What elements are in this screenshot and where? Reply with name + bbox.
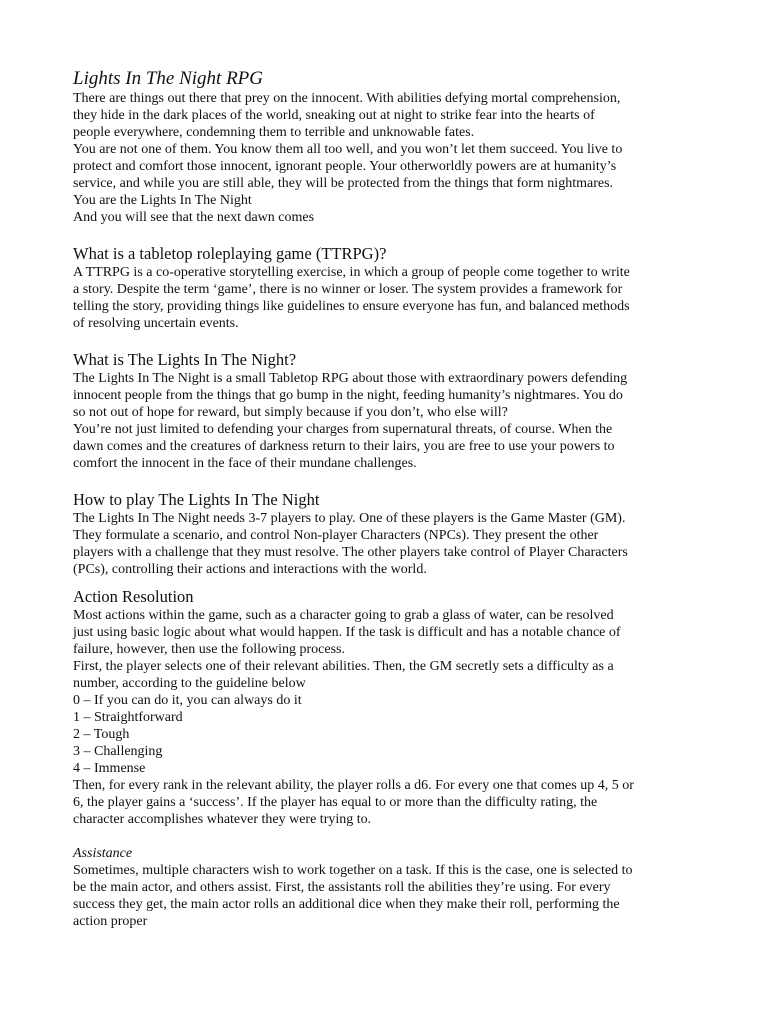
text-line: protect and comfort those innocent, ignorant people. Your otherworldly powers are at humanity’s bbox=[73, 159, 617, 174]
difficulty-item: 0 – If you can do it, you can always do it bbox=[73, 693, 302, 708]
text-line: (PCs), controlling their actions and interactions with the world. bbox=[73, 562, 427, 577]
section-body-assistance bbox=[73, 862, 708, 930]
text-line: success they get, the main actor rolls an additional dice when they make their roll, performing the bbox=[73, 897, 620, 912]
text-line: The Lights In The Night is a small Tabletop RPG about those with extraordinary powers defending bbox=[73, 371, 628, 386]
section-heading-assistance: Assistance bbox=[73, 846, 133, 861]
text-line: First, the player selects one of their relevant abilities. Then, the GM secretly sets a difficulty as a bbox=[73, 659, 614, 674]
text-line: service, and while you are still able, they will be protected from the things that form nightmares. bbox=[73, 176, 614, 191]
text-line: players with a challenge that they must resolve. The other players take control of Player Characters bbox=[73, 545, 628, 560]
intro-paragraph bbox=[73, 90, 708, 226]
section-body-about bbox=[73, 370, 708, 472]
text-line: Sometimes, multiple characters wish to work together on a task. If this is the case, one is selected to bbox=[73, 863, 633, 878]
text-line: And you will see that the next dawn comes bbox=[73, 210, 315, 225]
document-title: Lights In The Night RPG bbox=[73, 68, 264, 89]
difficulty-item: 1 – Straightforward bbox=[73, 710, 183, 725]
section-body-ttrpg bbox=[73, 264, 708, 332]
section-heading-action: Action Resolution bbox=[73, 587, 194, 606]
text-line: character accomplishes whatever they were trying to. bbox=[73, 812, 372, 827]
text-line: innocent people from the things that go bump in the night, feeding humanity’s nightmares. You do bbox=[73, 388, 623, 403]
text-line: Most actions within the game, such as a character going to grab a glass of water, can be resolved bbox=[73, 608, 614, 623]
difficulty-item: 4 – Immense bbox=[73, 761, 146, 776]
text-line: You’re not just limited to defending your charges from supernatural threats, of course. When the bbox=[73, 422, 613, 437]
text-line: people everywhere, condemning them to terrible and unknowable fates. bbox=[73, 125, 475, 140]
text-line: failure, however, then use the following process. bbox=[73, 642, 345, 657]
section-heading-howto: How to play The Lights In The Night bbox=[73, 490, 320, 509]
text-line: dawn comes and the creatures of darkness return to their lairs, you are free to use your powers to bbox=[73, 439, 615, 454]
text-line: so not out of hope for reward, but simply because if you don’t, who else will? bbox=[73, 405, 508, 420]
text-line: You are not one of them. You know them all too well, and you won’t let them succeed. You live to bbox=[73, 142, 623, 157]
text-line: a story. Despite the term ‘game’, there is no winner or loser. The system provides a framework for bbox=[73, 282, 623, 297]
text-line: Then, for every rank in the relevant ability, the player rolls a d6. For every one that comes up 4, 5 or bbox=[73, 778, 634, 793]
section-body-howto bbox=[73, 510, 708, 578]
section-heading-ttrpg: What is a tabletop roleplaying game (TTRPG)? bbox=[73, 244, 387, 263]
section-body-action bbox=[73, 607, 708, 828]
difficulty-item: 3 – Challenging bbox=[73, 744, 163, 759]
text-line: The Lights In The Night needs 3-7 players to play. One of these players is the Game Master (GM). bbox=[73, 511, 626, 526]
text-line: action proper bbox=[73, 914, 148, 929]
text-line: number, according to the guideline below bbox=[73, 676, 306, 691]
section-heading-about: What is The Lights In The Night? bbox=[73, 350, 297, 369]
text-line: they hide in the dark places of the world, sneaking out at night to strike fear into the hearts of bbox=[73, 108, 595, 123]
text-line: A TTRPG is a co-operative storytelling exercise, in which a group of people come together to write bbox=[73, 265, 630, 280]
text-line: You are the Lights In The Night bbox=[73, 193, 252, 208]
text-line: be the main actor, and others assist. First, the assistants roll the abilities they’re using. For every bbox=[73, 880, 611, 895]
text-line: of resolving uncertain events. bbox=[73, 316, 239, 331]
text-line: 6, the player gains a ‘success’. If the player has equal to or more than the difficulty rating, the bbox=[73, 795, 598, 810]
text-line: comfort the innocent in the face of their mundane challenges. bbox=[73, 456, 417, 471]
difficulty-item: 2 – Tough bbox=[73, 727, 130, 742]
text-line: They formulate a scenario, and control Non-player Characters (NPCs). They present the other bbox=[73, 528, 599, 543]
text-line: just using basic logic about what would happen. If the task is difficult and has a notable chance of bbox=[73, 625, 621, 640]
text-line: There are things out there that prey on the innocent. With abilities defying mortal comprehension, bbox=[73, 91, 621, 106]
text-line: telling the story, providing things like guidelines to ensure everyone has fun, and balanced methods bbox=[73, 299, 630, 314]
